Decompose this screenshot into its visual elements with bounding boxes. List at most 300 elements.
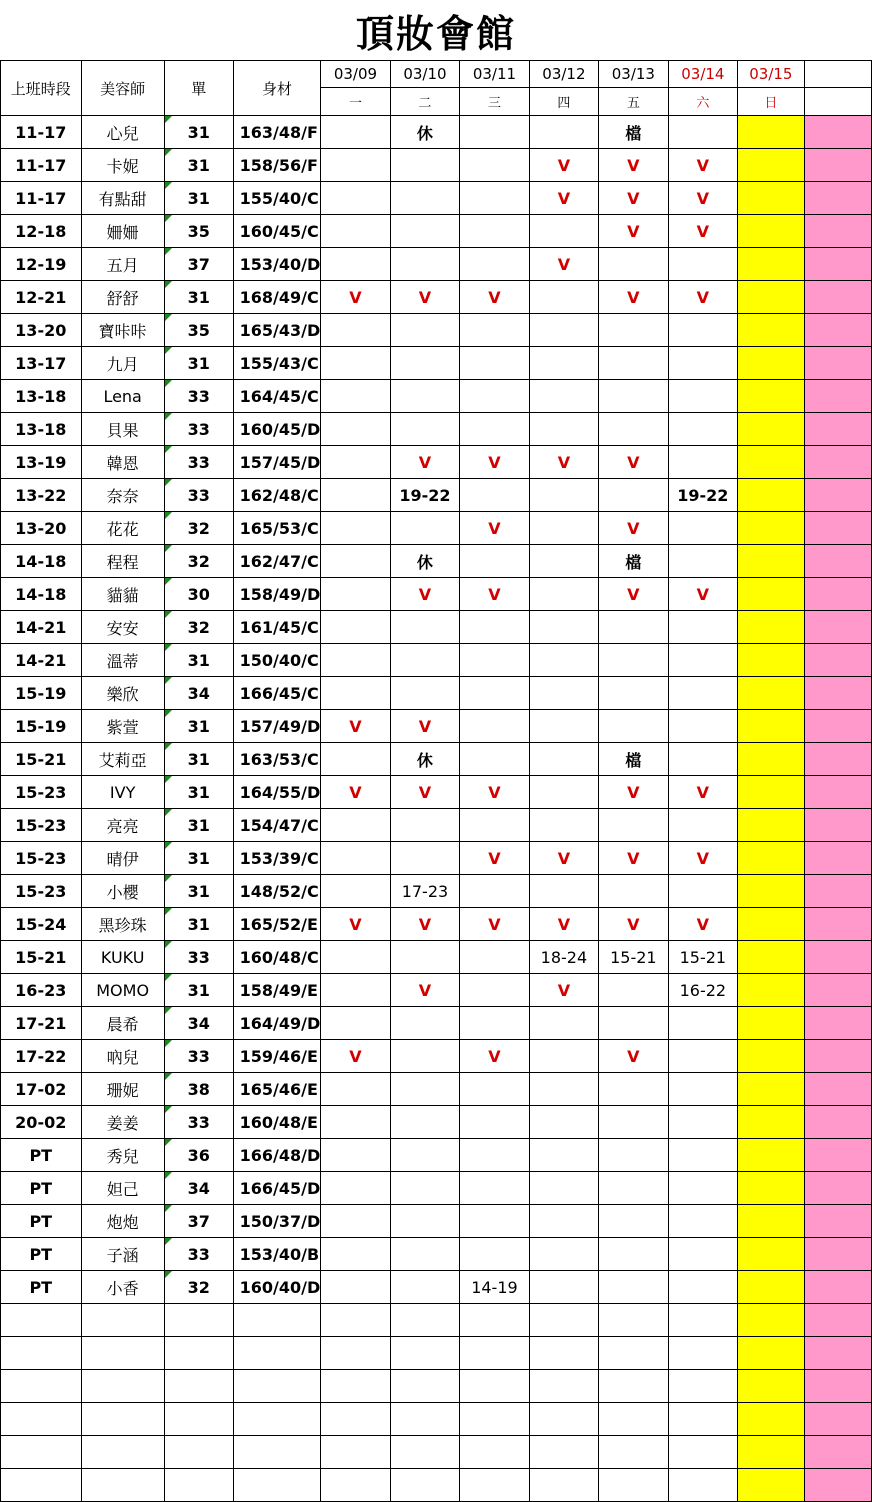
pink-cell	[804, 974, 871, 1007]
shift-cell: 13-18	[1, 380, 82, 413]
schedule-cell	[321, 248, 390, 281]
body-size: 148/52/C	[233, 875, 321, 908]
pink-cell	[804, 875, 871, 908]
header-date: 03/15	[738, 61, 804, 88]
pink-cell	[804, 1073, 871, 1106]
schedule-cell	[460, 347, 529, 380]
schedule-cell	[390, 941, 460, 974]
table-row	[1, 314, 872, 347]
stylist-name: 五月	[81, 248, 164, 281]
empty-cell	[1, 1436, 82, 1469]
schedule-cell	[460, 149, 529, 182]
schedule-cell	[529, 578, 598, 611]
schedule-cell	[738, 611, 804, 644]
body-size: 166/45/C	[233, 677, 321, 710]
schedule-cell	[738, 149, 804, 182]
schedule-cell	[529, 743, 598, 776]
order-count: 31	[164, 149, 233, 182]
schedule-cell	[460, 1007, 529, 1040]
table-row	[1, 347, 872, 380]
empty-cell	[599, 1436, 668, 1469]
order-count: 31	[164, 776, 233, 809]
schedule-cell	[668, 1040, 738, 1073]
schedule-cell	[390, 1073, 460, 1106]
schedule-cell	[738, 281, 804, 314]
schedule-cell: 19-22	[668, 479, 738, 512]
schedule-cell	[390, 1205, 460, 1238]
body-size: 160/45/C	[233, 215, 321, 248]
schedule-cell	[321, 413, 390, 446]
empty-row	[1, 1436, 872, 1469]
schedule-cell	[460, 116, 529, 149]
stylist-name: KUKU	[81, 941, 164, 974]
pink-cell	[804, 908, 871, 941]
empty-cell	[164, 1436, 233, 1469]
schedule-cell	[321, 743, 390, 776]
body-size: 155/43/C	[233, 347, 321, 380]
order-count: 31	[164, 182, 233, 215]
shift-cell: 15-23	[1, 842, 82, 875]
empty-cell	[668, 1469, 738, 1502]
schedule-cell	[460, 875, 529, 908]
pink-cell	[804, 1106, 871, 1139]
schedule-cell: V	[460, 842, 529, 875]
body-size: 166/45/D	[233, 1172, 321, 1205]
empty-row	[1, 1304, 872, 1337]
body-size: 150/40/C	[233, 644, 321, 677]
body-size: 164/55/D	[233, 776, 321, 809]
table-row	[1, 809, 872, 842]
schedule-cell	[529, 611, 598, 644]
schedule-cell	[390, 677, 460, 710]
shift-cell: 20-02	[1, 1106, 82, 1139]
schedule-cell: 15-21	[599, 941, 668, 974]
schedule-cell	[599, 611, 668, 644]
header-empty	[804, 88, 871, 116]
schedule-cell	[738, 677, 804, 710]
schedule-cell	[668, 545, 738, 578]
body-size: 163/48/F	[233, 116, 321, 149]
shift-cell: 11-17	[1, 149, 82, 182]
schedule-cell: V	[321, 776, 390, 809]
pink-cell	[804, 413, 871, 446]
schedule-cell: 休	[390, 116, 460, 149]
order-count: 34	[164, 1172, 233, 1205]
schedule-cell	[668, 1271, 738, 1304]
header-date: 03/12	[529, 61, 598, 88]
pink-cell	[804, 512, 871, 545]
schedule-cell	[738, 512, 804, 545]
schedule-cell	[668, 1007, 738, 1040]
schedule-cell: V	[599, 776, 668, 809]
schedule-cell	[390, 248, 460, 281]
schedule-cell	[529, 479, 598, 512]
schedule-cell	[738, 314, 804, 347]
schedule-cell	[390, 1106, 460, 1139]
stylist-name: 舒舒	[81, 281, 164, 314]
order-count: 32	[164, 512, 233, 545]
schedule-cell	[668, 1205, 738, 1238]
pink-cell	[804, 182, 871, 215]
pink-cell	[804, 1205, 871, 1238]
empty-cell	[738, 1469, 804, 1502]
empty-cell	[1, 1403, 82, 1436]
schedule-cell	[529, 1271, 598, 1304]
empty-cell	[1, 1337, 82, 1370]
stylist-name: 亮亮	[81, 809, 164, 842]
empty-cell	[81, 1370, 164, 1403]
schedule-cell	[529, 677, 598, 710]
schedule-cell	[738, 941, 804, 974]
body-size: 165/43/D	[233, 314, 321, 347]
pink-cell	[804, 149, 871, 182]
pink-cell	[804, 941, 871, 974]
schedule-cell	[390, 512, 460, 545]
order-count: 36	[164, 1139, 233, 1172]
empty-cell	[390, 1370, 460, 1403]
shift-cell: PT	[1, 1238, 82, 1271]
stylist-name: 珊妮	[81, 1073, 164, 1106]
schedule-cell	[529, 281, 598, 314]
sheet-title: 頂妝會館	[355, 11, 516, 56]
schedule-cell: V	[668, 182, 738, 215]
schedule-cell	[529, 1205, 598, 1238]
schedule-cell	[668, 677, 738, 710]
shift-cell: 15-19	[1, 710, 82, 743]
body-size: 164/49/D	[233, 1007, 321, 1040]
schedule-cell	[460, 314, 529, 347]
stylist-name: 心兒	[81, 116, 164, 149]
body-size: 153/40/D	[233, 248, 321, 281]
empty-cell	[233, 1469, 321, 1502]
schedule-cell	[460, 974, 529, 1007]
schedule-cell	[390, 314, 460, 347]
schedule-cell	[460, 413, 529, 446]
order-count: 31	[164, 974, 233, 1007]
table-row	[1, 413, 872, 446]
schedule-cell	[738, 908, 804, 941]
empty-cell	[738, 1304, 804, 1337]
schedule-cell	[668, 413, 738, 446]
stylist-name: 晨希	[81, 1007, 164, 1040]
schedule-cell	[599, 248, 668, 281]
empty-row	[1, 1469, 872, 1502]
schedule-cell	[599, 710, 668, 743]
order-count: 31	[164, 875, 233, 908]
schedule-cell: V	[460, 281, 529, 314]
pink-cell	[804, 1271, 871, 1304]
schedule-cell: 16-22	[668, 974, 738, 1007]
order-count: 38	[164, 1073, 233, 1106]
empty-cell	[81, 1403, 164, 1436]
empty-cell	[738, 1370, 804, 1403]
schedule-cell	[321, 1238, 390, 1271]
stylist-name: 姍姍	[81, 215, 164, 248]
schedule-cell: V	[599, 512, 668, 545]
header-date: 03/11	[460, 61, 529, 88]
body-size: 162/48/C	[233, 479, 321, 512]
empty-cell	[599, 1403, 668, 1436]
stylist-name: 程程	[81, 545, 164, 578]
empty-cell	[668, 1304, 738, 1337]
schedule-cell	[738, 413, 804, 446]
pink-cell	[804, 1007, 871, 1040]
schedule-cell	[738, 776, 804, 809]
schedule-cell	[529, 347, 598, 380]
order-count: 31	[164, 116, 233, 149]
schedule-cell: V	[599, 842, 668, 875]
shift-cell: 14-18	[1, 578, 82, 611]
schedule-cell: V	[599, 215, 668, 248]
table-row	[1, 545, 872, 578]
order-count: 33	[164, 479, 233, 512]
schedule-cell	[668, 611, 738, 644]
header-shift: 上班時段	[1, 61, 82, 116]
body-size: 164/45/C	[233, 380, 321, 413]
schedule-cell: V	[599, 149, 668, 182]
schedule-cell	[599, 479, 668, 512]
schedule-cell	[738, 875, 804, 908]
stylist-name: 樂欣	[81, 677, 164, 710]
empty-cell	[460, 1370, 529, 1403]
pink-cell	[804, 644, 871, 677]
shift-cell: 11-17	[1, 182, 82, 215]
schedule-cell	[529, 215, 598, 248]
schedule-cell	[599, 1205, 668, 1238]
schedule-cell	[738, 578, 804, 611]
stylist-name: IVY	[81, 776, 164, 809]
schedule-cell	[738, 182, 804, 215]
schedule-cell	[321, 545, 390, 578]
table-row	[1, 1139, 872, 1172]
schedule-cell	[390, 809, 460, 842]
schedule-cell: V	[390, 776, 460, 809]
schedule-cell	[390, 1271, 460, 1304]
schedule-cell	[738, 215, 804, 248]
empty-cell	[599, 1337, 668, 1370]
schedule-cell	[668, 314, 738, 347]
schedule-cell	[321, 347, 390, 380]
empty-cell	[668, 1370, 738, 1403]
schedule-cell	[529, 1106, 598, 1139]
stylist-name: 九月	[81, 347, 164, 380]
table-row	[1, 380, 872, 413]
table-row	[1, 1106, 872, 1139]
schedule-cell	[321, 644, 390, 677]
schedule-cell	[529, 644, 598, 677]
schedule-cell	[599, 677, 668, 710]
schedule-cell	[738, 347, 804, 380]
shift-cell: PT	[1, 1172, 82, 1205]
body-size: 165/53/C	[233, 512, 321, 545]
body-size: 160/45/D	[233, 413, 321, 446]
schedule-cell	[599, 314, 668, 347]
empty-cell	[668, 1337, 738, 1370]
schedule-cell	[460, 611, 529, 644]
empty-cell	[164, 1304, 233, 1337]
schedule-cell	[460, 1238, 529, 1271]
pink-cell	[804, 677, 871, 710]
schedule-cell	[738, 380, 804, 413]
order-count: 35	[164, 215, 233, 248]
schedule-cell	[321, 809, 390, 842]
schedule-cell	[390, 182, 460, 215]
header-weekday: 三	[460, 88, 529, 116]
table-row	[1, 776, 872, 809]
order-count: 33	[164, 1106, 233, 1139]
schedule-cell: 19-22	[390, 479, 460, 512]
empty-cell	[81, 1337, 164, 1370]
schedule-cell: 檔	[599, 743, 668, 776]
schedule-cell	[390, 380, 460, 413]
schedule-cell: V	[599, 1040, 668, 1073]
schedule-cell: V	[390, 710, 460, 743]
shift-cell: 13-20	[1, 512, 82, 545]
empty-cell	[1, 1469, 82, 1502]
empty-cell	[390, 1469, 460, 1502]
order-count: 33	[164, 1040, 233, 1073]
pink-cell	[804, 446, 871, 479]
schedule-cell	[321, 941, 390, 974]
table-row	[1, 743, 872, 776]
order-count: 31	[164, 842, 233, 875]
schedule-cell	[460, 248, 529, 281]
empty-cell	[738, 1436, 804, 1469]
schedule-cell: V	[321, 1040, 390, 1073]
body-size: 155/40/C	[233, 182, 321, 215]
schedule-cell	[599, 1139, 668, 1172]
body-size: 160/48/C	[233, 941, 321, 974]
table-row	[1, 1172, 872, 1205]
schedule-cell	[668, 809, 738, 842]
shift-cell: 17-02	[1, 1073, 82, 1106]
schedule-cell	[738, 1073, 804, 1106]
empty-cell	[668, 1403, 738, 1436]
schedule-cell: 休	[390, 545, 460, 578]
schedule-cell	[460, 809, 529, 842]
order-count: 35	[164, 314, 233, 347]
order-count: 33	[164, 413, 233, 446]
schedule-cell: 檔	[599, 116, 668, 149]
order-count: 31	[164, 644, 233, 677]
schedule-cell	[529, 512, 598, 545]
schedule-cell	[460, 380, 529, 413]
shift-cell: 12-18	[1, 215, 82, 248]
table-row	[1, 875, 872, 908]
pink-cell	[804, 479, 871, 512]
pink-cell	[804, 776, 871, 809]
schedule-cell	[321, 875, 390, 908]
stylist-name: 小香	[81, 1271, 164, 1304]
schedule-cell	[529, 116, 598, 149]
header-date-row	[1, 61, 872, 88]
shift-cell: 13-17	[1, 347, 82, 380]
schedule-cell: 14-19	[460, 1271, 529, 1304]
schedule-cell	[738, 710, 804, 743]
shift-cell: 15-23	[1, 875, 82, 908]
schedule-cell: V	[390, 908, 460, 941]
schedule-cell	[668, 875, 738, 908]
schedule-cell	[390, 149, 460, 182]
schedule-cell: V	[668, 149, 738, 182]
header-weekday: 一	[321, 88, 390, 116]
schedule-cell	[390, 347, 460, 380]
pink-cell	[804, 578, 871, 611]
table-row	[1, 149, 872, 182]
schedule-cell	[738, 1205, 804, 1238]
schedule-cell	[390, 611, 460, 644]
schedule-cell	[460, 1205, 529, 1238]
schedule-cell	[599, 1106, 668, 1139]
schedule-cell: V	[529, 182, 598, 215]
stylist-name: 貝果	[81, 413, 164, 446]
schedule-cell	[321, 1139, 390, 1172]
schedule-cell: V	[668, 842, 738, 875]
schedule-cell	[460, 1139, 529, 1172]
schedule-cell	[738, 1040, 804, 1073]
schedule-cell: V	[460, 908, 529, 941]
schedule-cell: V	[321, 281, 390, 314]
schedule-cell	[738, 545, 804, 578]
pink-cell	[804, 281, 871, 314]
header-date: 03/14	[668, 61, 738, 88]
order-count: 31	[164, 347, 233, 380]
schedule-cell	[738, 248, 804, 281]
schedule-cell	[460, 941, 529, 974]
schedule-cell	[390, 1007, 460, 1040]
table-row	[1, 644, 872, 677]
body-size: 159/46/E	[233, 1040, 321, 1073]
schedule-cell	[738, 1172, 804, 1205]
header-date: 03/10	[390, 61, 460, 88]
empty-cell	[233, 1304, 321, 1337]
stylist-name: 安安	[81, 611, 164, 644]
order-count: 32	[164, 611, 233, 644]
empty-cell	[164, 1469, 233, 1502]
empty-cell	[233, 1370, 321, 1403]
body-size: 165/52/E	[233, 908, 321, 941]
empty-row	[1, 1370, 872, 1403]
stylist-name: 姜姜	[81, 1106, 164, 1139]
shift-cell: 17-22	[1, 1040, 82, 1073]
table-row	[1, 941, 872, 974]
schedule-cell	[460, 710, 529, 743]
pink-cell	[804, 1238, 871, 1271]
schedule-cell	[668, 512, 738, 545]
schedule-cell	[529, 710, 598, 743]
pink-cell	[804, 809, 871, 842]
body-size: 154/47/C	[233, 809, 321, 842]
shift-cell: 16-23	[1, 974, 82, 1007]
empty-cell	[390, 1403, 460, 1436]
schedule-cell	[738, 1106, 804, 1139]
empty-cell	[1, 1304, 82, 1337]
body-size: 158/49/E	[233, 974, 321, 1007]
table-row	[1, 1271, 872, 1304]
body-size: 153/40/B	[233, 1238, 321, 1271]
schedule-cell	[668, 446, 738, 479]
stylist-name: 晴伊	[81, 842, 164, 875]
schedule-cell: V	[529, 974, 598, 1007]
schedule-cell: 休	[390, 743, 460, 776]
shift-cell: 13-20	[1, 314, 82, 347]
schedule-cell	[668, 248, 738, 281]
empty-cell	[599, 1469, 668, 1502]
empty-cell	[460, 1469, 529, 1502]
schedule-cell	[529, 413, 598, 446]
empty-cell	[321, 1436, 390, 1469]
stylist-name: 有點甜	[81, 182, 164, 215]
